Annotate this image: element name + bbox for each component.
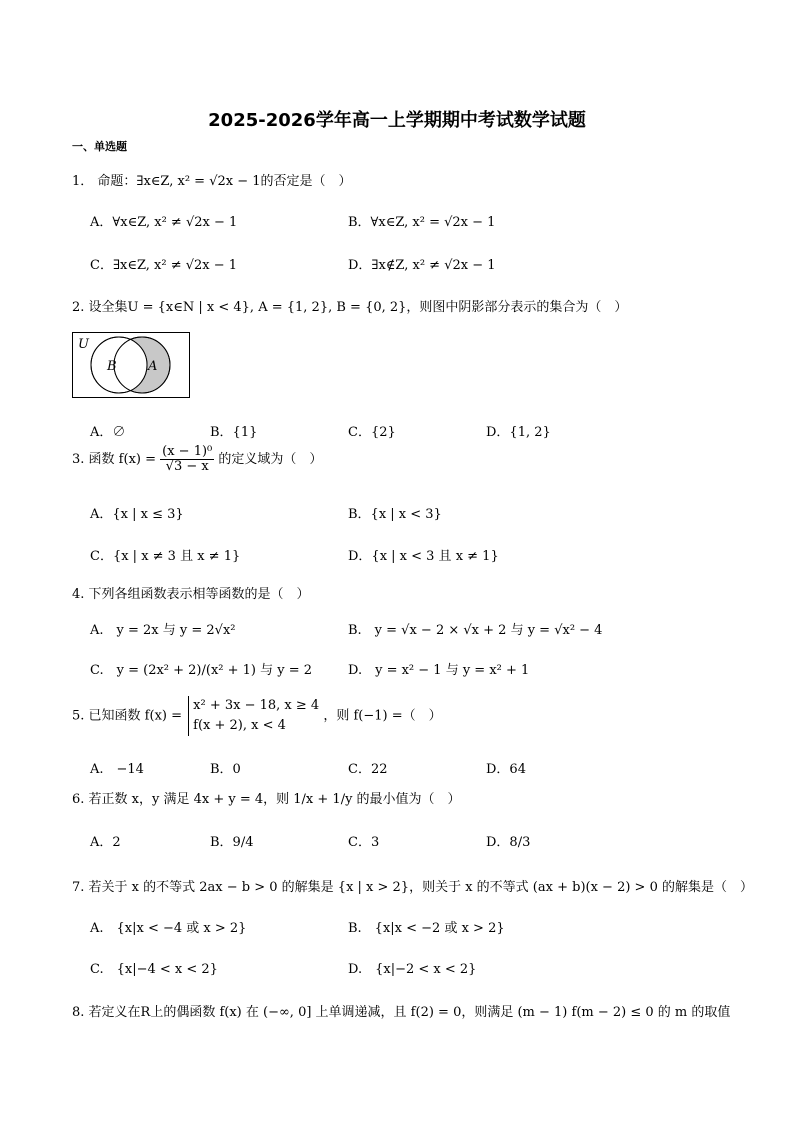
venn-diagram	[72, 332, 190, 398]
question-1	[72, 170, 352, 189]
question-8	[72, 1001, 730, 1020]
piece-1: x² + 3x − 18, x ≥ 4	[193, 698, 320, 713]
option: C．∃x∈Z, x² ≠ √2x − 1	[90, 258, 238, 273]
question-number: 3.	[72, 452, 85, 467]
option: A. {x|x < −4 或 x > 2}	[90, 921, 247, 936]
piece-2: f(x + 2), x < 4	[193, 718, 286, 733]
question-3	[72, 445, 322, 474]
fraction	[160, 445, 214, 474]
piecewise-function	[188, 696, 319, 736]
option: D．∃x∉Z, x² ≠ √2x − 1	[348, 258, 496, 273]
fraction-numerator: (x − 1)⁰	[162, 444, 213, 459]
option: B．0	[210, 762, 241, 777]
question-number: 1．	[72, 174, 94, 189]
option: C．{x | x ≠ 3 且 x ≠ 1}	[90, 549, 241, 564]
option: B. {x|x < −2 或 x > 2}	[348, 921, 505, 936]
page-title: 2025-2026学年高一上学期期中考试数学试题	[208, 110, 586, 131]
option: C. {x|−4 < x < 2}	[90, 962, 218, 977]
question-text: 下列各组函数表示相等函数的是（ ）	[88, 587, 310, 602]
question-text: 命题：∃x∈Z, x² = √2x − 1的否定是（ ）	[97, 174, 352, 189]
option: C．3	[348, 835, 380, 850]
option: A．∅	[90, 425, 126, 440]
option: D. y = x² − 1 与 y = x² + 1	[348, 663, 530, 678]
question-number: 6.	[72, 792, 85, 807]
question-text-post: ，则 f(−1) =（ ）	[323, 708, 442, 724]
question-5	[72, 696, 442, 736]
option: D．8/3	[486, 835, 531, 850]
option: C．{2}	[348, 425, 396, 440]
option: D．{x | x < 3 且 x ≠ 1}	[348, 549, 499, 564]
section-heading: 一、单选题	[72, 140, 127, 153]
option: B．9/4	[210, 835, 254, 850]
question-text-pre: 已知函数 f(x) =	[88, 708, 182, 724]
question-text: 若定义在R上的偶函数 f(x) 在 (−∞, 0] 上单调递减，且 f(2) = 0，则满足 (m − 1) f(m − 2) ≤ 0 的 m 的取值	[88, 1005, 731, 1020]
question-number: 8.	[72, 1005, 85, 1020]
question-6	[72, 788, 461, 807]
option: D．{1, 2}	[486, 425, 551, 440]
option: A．∀x∈Z, x² ≠ √2x − 1	[90, 215, 238, 230]
option: D. {x|−2 < x < 2}	[348, 962, 477, 977]
question-7	[72, 876, 753, 895]
question-number: 2.	[72, 300, 85, 315]
option: B．{x | x < 3}	[348, 507, 442, 522]
option: C. y = (2x² + 2)/(x² + 1) 与 y = 2	[90, 663, 313, 678]
question-4	[72, 583, 310, 602]
option: A. y = 2x 与 y = 2√x²	[90, 623, 236, 638]
venn-label-u: U	[78, 337, 89, 352]
question-number: 5.	[72, 708, 85, 724]
question-number: 7.	[72, 880, 85, 895]
question-2	[72, 296, 627, 315]
question-text-post: 的定义域为（ ）	[218, 452, 323, 467]
venn-label-a: A	[148, 359, 158, 374]
option: B．∀x∈Z, x² = √2x − 1	[348, 215, 496, 230]
question-text: 设全集U = {x∈N | x < 4}, A = {1, 2}, B = {0, 2}，则图中阴影部分表示的集合为（ ）	[88, 300, 628, 315]
option: A．{x | x ≤ 3}	[90, 507, 184, 522]
venn-label-b: B	[107, 359, 117, 374]
question-text: 若关于 x 的不等式 2ax − b > 0 的解集是 {x | x > 2}，则关于 x 的不等式 (ax + b)(x − 2) > 0 的解集是（ ）	[88, 880, 753, 895]
fraction-denominator: √3 − x	[165, 459, 209, 474]
option: A．2	[90, 835, 121, 850]
question-number: 4.	[72, 587, 85, 602]
option: D．64	[486, 762, 526, 777]
option: B．{1}	[210, 425, 258, 440]
option: A. −14	[90, 762, 144, 777]
question-text: 若正数 x，y 满足 4x + y = 4，则 1/x + 1/y 的最小值为（ ）	[88, 792, 461, 807]
option: C．22	[348, 762, 388, 777]
option: B. y = √x − 2 × √x + 2 与 y = √x² − 4	[348, 623, 603, 638]
question-text-pre: 函数 f(x) =	[88, 452, 156, 467]
